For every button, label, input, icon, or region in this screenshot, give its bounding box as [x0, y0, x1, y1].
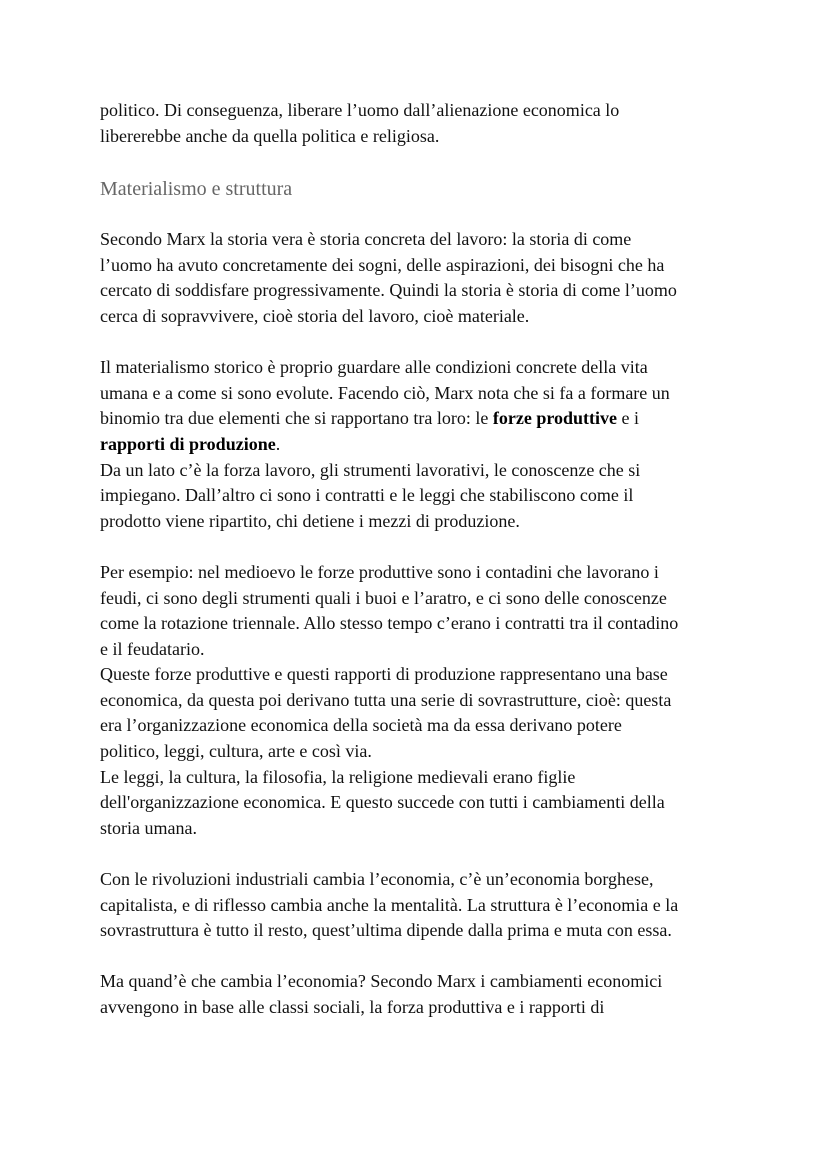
text-line: Secondo Marx la storia vera è storia concreta del lavoro: la storia di come	[100, 229, 632, 250]
text-run: .	[275, 433, 281, 454]
bold-term-forze-produttive: forze produttive	[492, 408, 618, 429]
text-line: dell'organizzazione economica. E questo succede con tutti i cambiamenti della	[100, 792, 665, 813]
text-line: era l’organizzazione economica della società ma da essa derivano potere	[100, 715, 622, 736]
text-line: come la rotazione triennale. Allo stesso tempo c’erano i contratti tra il contadino	[100, 613, 679, 634]
text-line: sovrastruttura è tutto il resto, quest’ultima dipende dalla prima e muta con essa.	[100, 920, 672, 941]
text-line: feudi, ci sono degli strumenti quali i buoi e l’aratro, e ci sono delle conoscenze	[100, 587, 667, 608]
text-run: binomio tra due elementi che si rapportano tra loro: le	[100, 408, 493, 429]
text-line: e il feudatario.	[100, 638, 205, 659]
paragraph-1	[100, 227, 740, 329]
text-line: prodotto viene ripartito, chi detiene i mezzi di produzione.	[100, 510, 520, 531]
text-line: Le leggi, la cultura, la filosofia, la religione medievali erano figlie	[100, 766, 576, 787]
paragraph-gap	[100, 944, 740, 970]
text-run: e i	[617, 408, 640, 429]
text-line: Il materialismo storico è proprio guardare alle condizioni concrete della vita	[100, 357, 648, 378]
paragraph-gap	[100, 330, 740, 356]
text-line: capitalista, e di riflesso cambia anche la mentalità. La struttura è l’economia e la	[100, 894, 679, 915]
section-heading: Materialismo e struttura	[100, 178, 293, 201]
text-line: cercato di soddisfare progressivamente. Quindi la storia è storia di come l’uomo	[100, 280, 677, 301]
text-line: economica, da questa poi derivano tutta una serie di sovrastrutture, cioè: questa	[100, 689, 672, 710]
text-line	[100, 432, 740, 458]
text-line: Da un lato c’è la forza lavoro, gli strumenti lavorativi, le conoscenze che si	[100, 459, 641, 480]
text-line: politico. Di conseguenza, liberare l’uomo dall’alienazione economica lo	[100, 100, 620, 120]
paragraph-gap	[100, 534, 740, 560]
text-line: Queste forze produttive e questi rapporti di produzione rappresentano una base	[100, 664, 668, 685]
paragraph-4	[100, 867, 740, 944]
bold-term-rapporti-di-produzione: rapporti di produzione	[100, 433, 276, 454]
paragraph-5	[100, 969, 740, 1020]
text-line: impiegano. Dall’altro ci sono i contratti e le leggi che stabiliscono come il	[100, 485, 634, 506]
paragraph-gap	[100, 841, 740, 867]
text-line	[100, 406, 740, 432]
intro-paragraph	[100, 98, 740, 149]
text-line: Con le rivoluzioni industriali cambia l’economia, c’è un’economia borghese,	[100, 869, 654, 890]
text-line: cerca di sopravvivere, cioè storia del lavoro, cioè materiale.	[100, 305, 530, 326]
paragraph-3	[100, 560, 740, 842]
document-body	[100, 98, 740, 1021]
text-line: storia umana.	[100, 817, 197, 838]
paragraph-2	[100, 355, 740, 534]
text-line: avvengono in base alle classi sociali, la forza produttiva e i rapporti di	[100, 997, 605, 1017]
text-line: l’uomo ha avuto concretamente dei sogni, delle aspirazioni, dei bisogni che ha	[100, 254, 665, 275]
text-line: politico, leggi, cultura, arte e così via.	[100, 741, 372, 762]
text-line: Per esempio: nel medioevo le forze produttive sono i contadini che lavorano i	[100, 561, 659, 582]
text-line: libererebbe anche da quella politica e religiosa.	[100, 125, 440, 146]
text-line: Ma quand’è che cambia l’economia? Secondo Marx i cambiamenti economici	[100, 971, 663, 992]
text-line: umana e a come si sono evolute. Facendo ciò, Marx nota che si fa a formare un	[100, 382, 670, 403]
